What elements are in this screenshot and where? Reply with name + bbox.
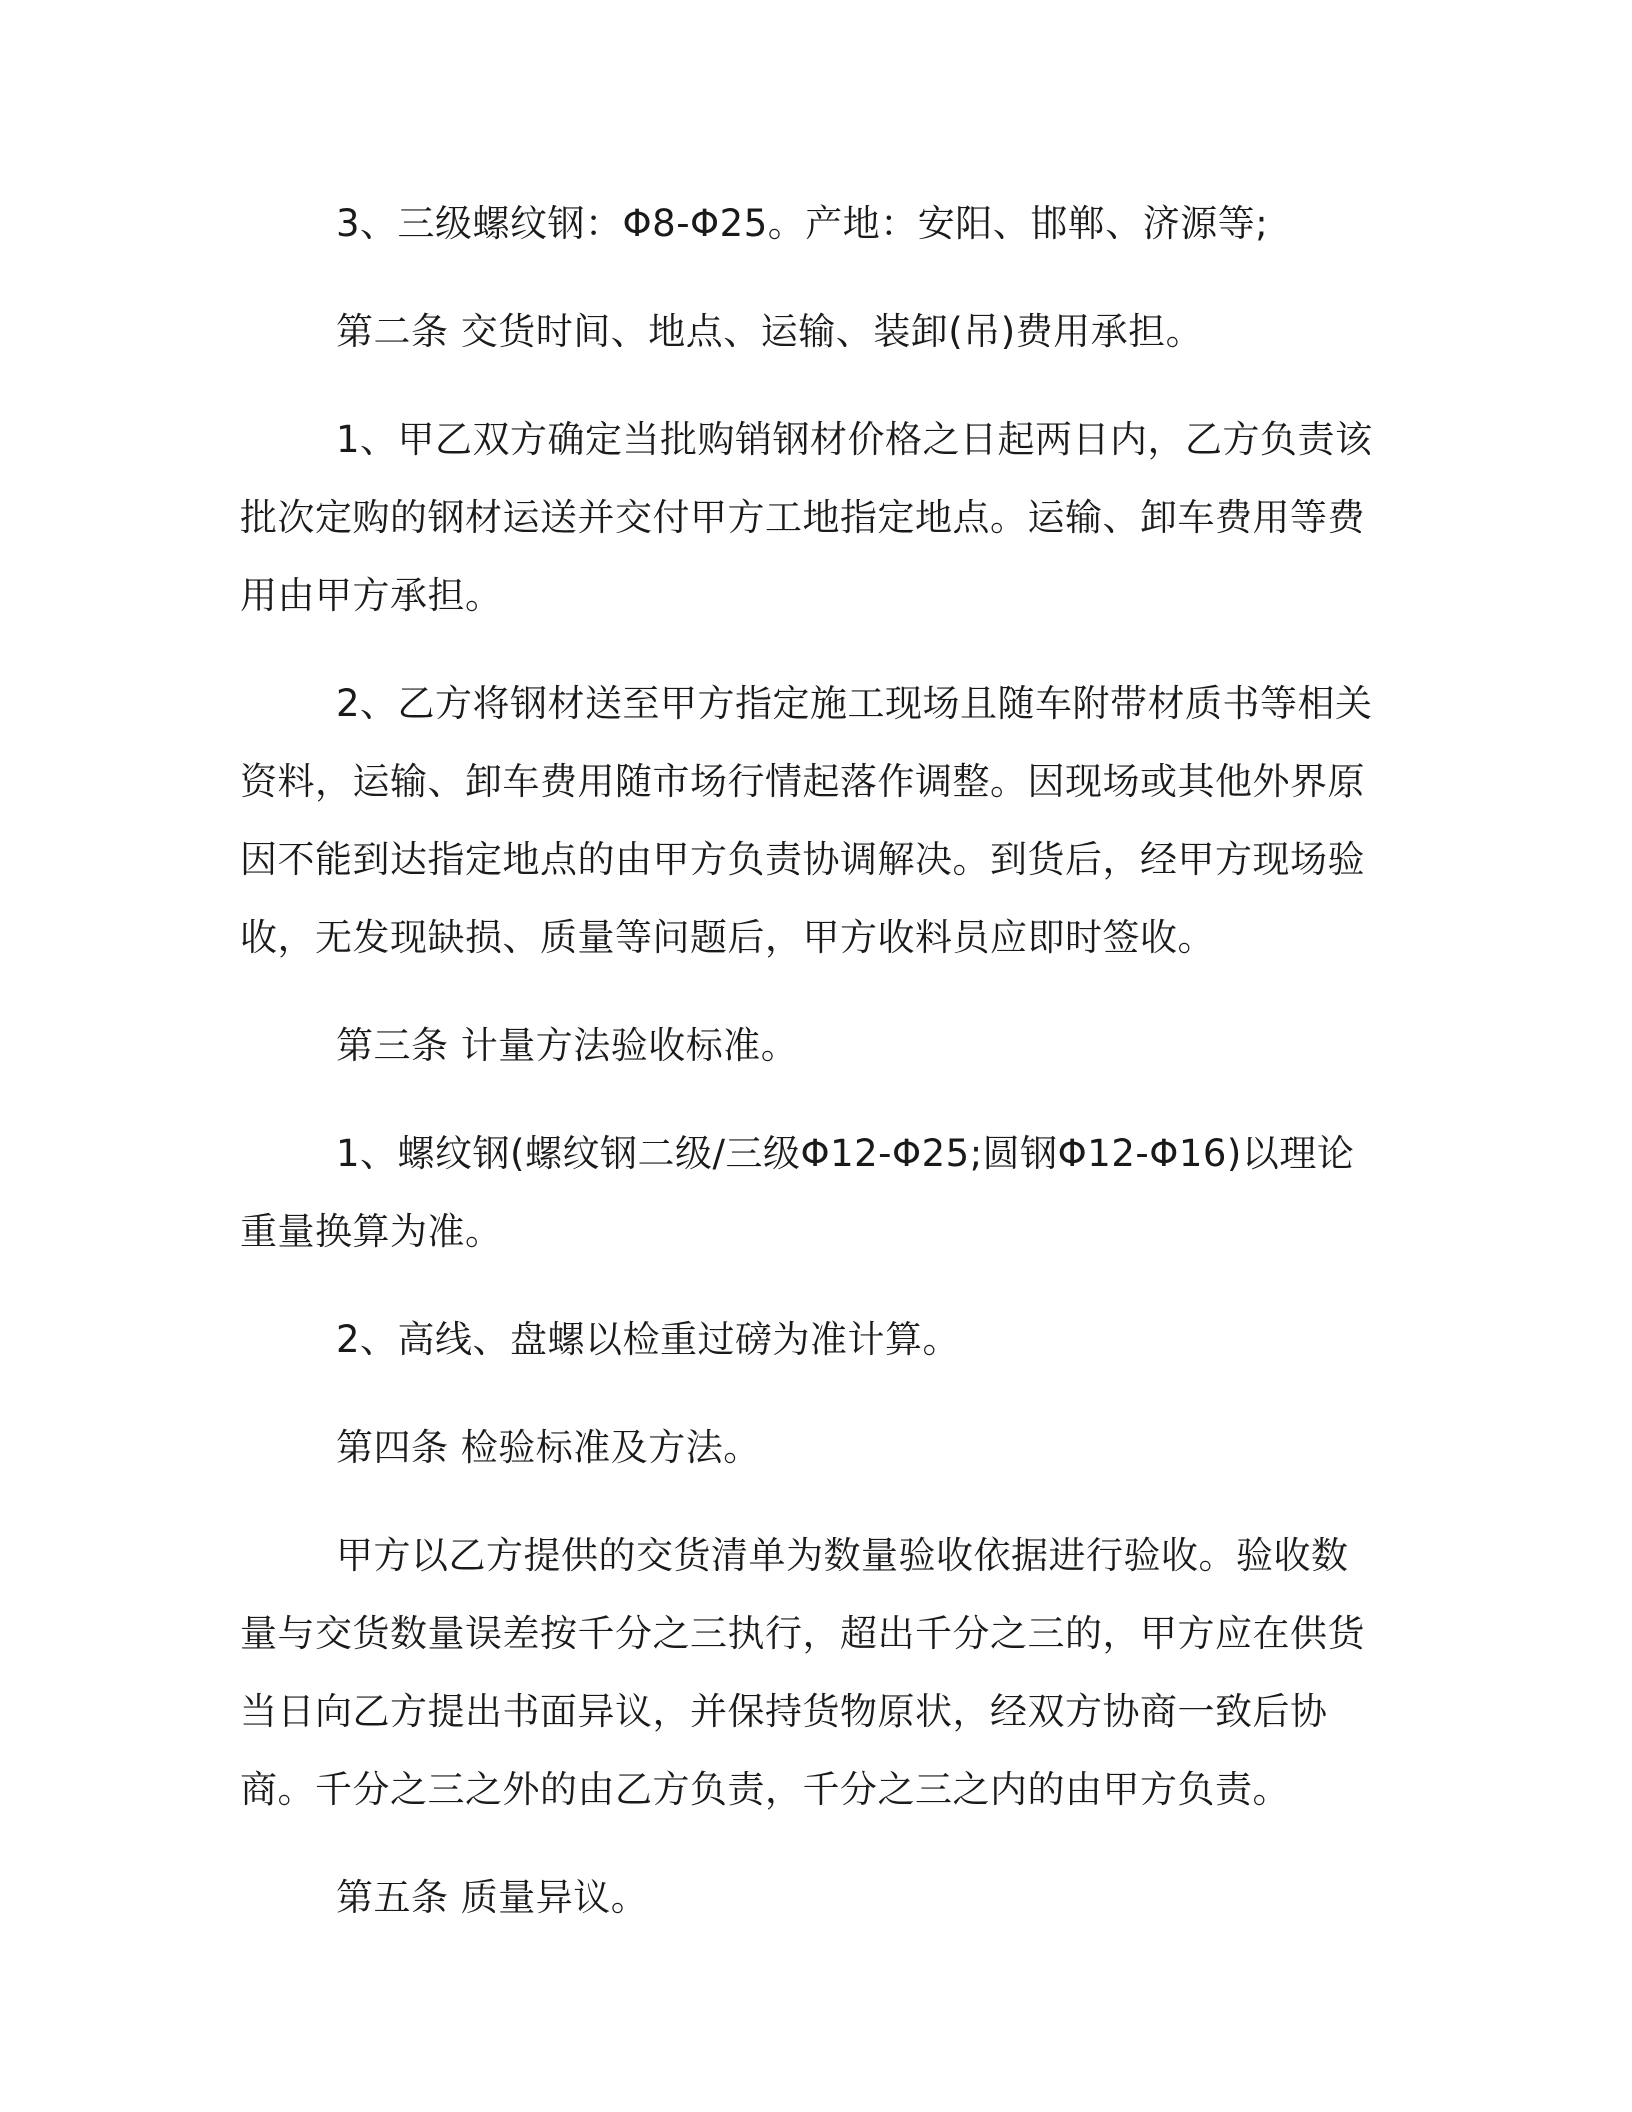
heading-article-three: 第三条 计量方法验收标准。 <box>336 1024 799 1067</box>
heading-article-five: 第五条 质量异议。 <box>336 1876 649 1919</box>
paragraph-delivery-site: 2、乙方将钢材送至甲方指定施工现场且随车附带材质书等相关资料，运输、卸车费用随市场行情起落作调整。因现场或其他外界原因不能到达指定地点的由甲方负责协调解决。到货后，经甲方现场验收，无发现缺损、质量等问题后，甲方收料员应即时签收。 <box>240 682 1373 959</box>
paragraph-rebar-grade-three: 3、三级螺纹钢：Φ8-Φ25。产地：安阳、邯郸、济源等; <box>336 202 1269 245</box>
paragraph-rebar-weight: 1、螺纹钢(螺纹钢二级/三级Φ12-Φ25;圆钢Φ12-Φ16)以理论重量换算为准。 <box>240 1132 1355 1253</box>
document-body <box>240 185 1385 1937</box>
paragraph-delivery-transport: 1、甲乙双方确定当批购销钢材价格之日起两日内，乙方负责该批次定购的钢材运送并交付甲方工地指定地点。运输、卸车费用等费用由甲方承担。 <box>240 418 1373 617</box>
paragraph-wire-weighing: 2、高线、盘螺以检重过磅为准计算。 <box>336 1318 961 1361</box>
heading-article-two: 第二条 交货时间、地点、运输、装卸(吊)费用承担。 <box>336 310 1204 353</box>
heading-article-four: 第四条 检验标准及方法。 <box>336 1426 761 1469</box>
paragraph-inspection: 甲方以乙方提供的交货清单为数量验收依据进行验收。验收数量与交货数量误差按千分之三执行，超出千分之三的，甲方应在供货当日向乙方提出书面异议，并保持货物原状，经双方协商一致后协商。千分之三之外的由乙方负责，千分之三之内的由甲方负责。 <box>240 1534 1365 1811</box>
